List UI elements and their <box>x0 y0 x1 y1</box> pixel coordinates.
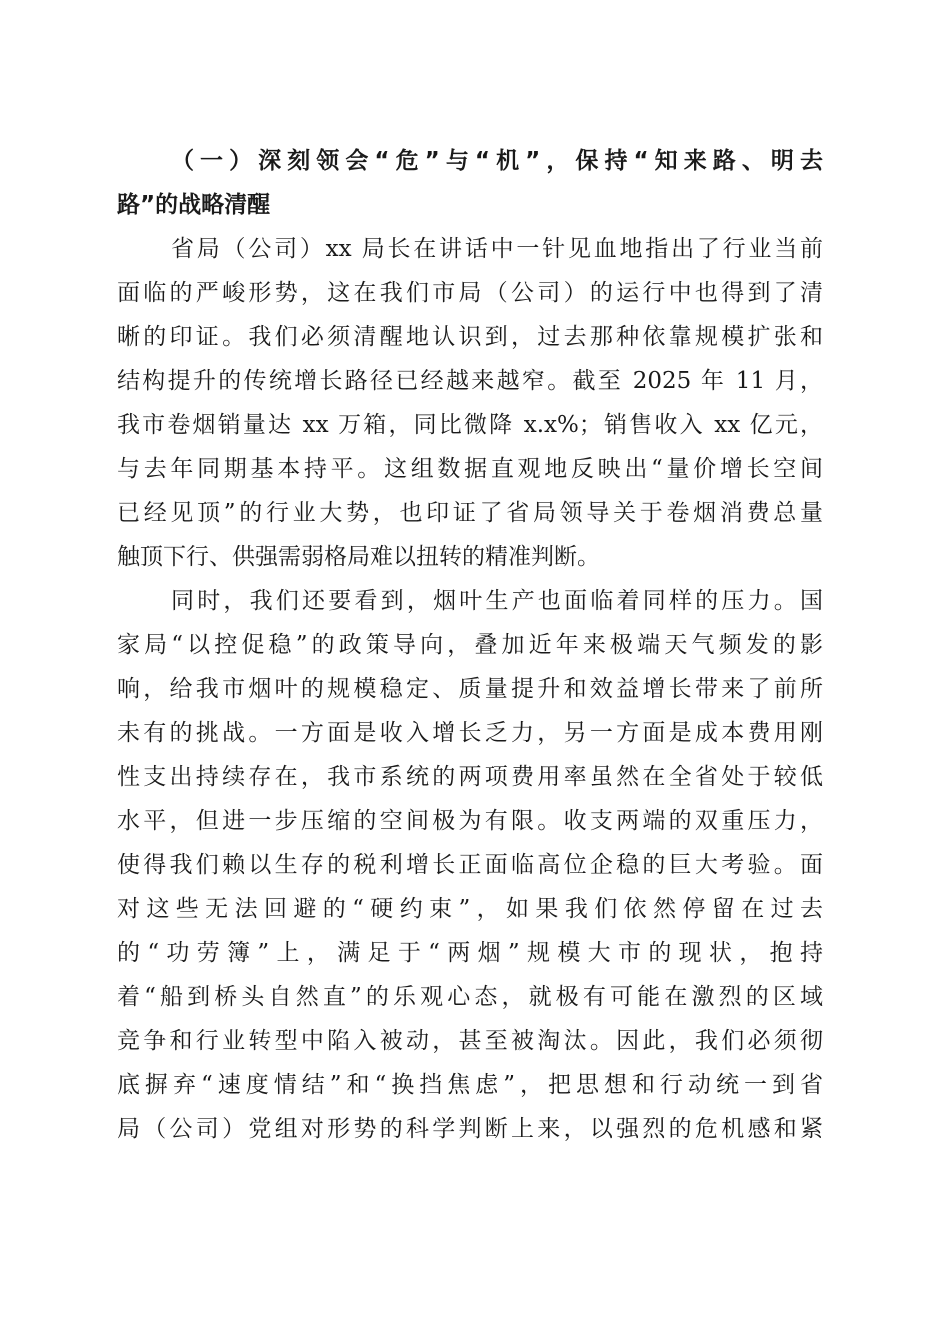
paragraph-line: 与去年同期基本持平。这组数据直观地反映出“量价增长空间 <box>117 456 823 482</box>
paragraph-line: 我市卷烟销量达 xx 万箱，同比微降 x.x%；销售收入 xx 亿元， <box>117 412 823 438</box>
heading-line: 路”的战略清醒 <box>117 192 271 218</box>
paragraph-line: 未有的挑战。一方面是收入增长乏力，另一方面是成本费用刚 <box>117 720 823 746</box>
paragraph-line: 竞争和行业转型中陷入被动，甚至被淘汰。因此，我们必须彻 <box>117 1028 823 1054</box>
paragraph-line: 底摒弃“速度情结”和“换挡焦虑”，把思想和行动统一到省 <box>117 1072 823 1098</box>
paragraph-line: 性支出持续存在，我市系统的两项费用率虽然在全省处于较低 <box>117 764 823 790</box>
document-body <box>117 139 823 1151</box>
paragraph-line: 使得我们赖以生存的税利增长正面临高位企稳的巨大考验。面 <box>117 852 823 878</box>
paragraph-2 <box>117 579 823 1151</box>
paragraph-line: 触顶下行、供强需弱格局难以扭转的精准判断。 <box>117 544 600 570</box>
paragraph-line: 已经见顶”的行业大势，也印证了省局领导关于卷烟消费总量 <box>117 500 823 526</box>
paragraph-1 <box>117 227 823 579</box>
paragraph-line: 同时，我们还要看到，烟叶生产也面临着同样的压力。国 <box>171 588 823 614</box>
paragraph-line: 家局“以控促稳”的政策导向，叠加近年来极端天气频发的影 <box>117 632 823 658</box>
paragraph-line: 结构提升的传统增长路径已经越来越窄。截至 2025 年 11 月， <box>117 368 823 394</box>
paragraph-line: 响，给我市烟叶的规模稳定、质量提升和效益增长带来了前所 <box>117 676 823 702</box>
section-heading <box>117 139 823 227</box>
paragraph-line: 局（公司）党组对形势的科学判断上来，以强烈的危机感和紧 <box>117 1116 823 1142</box>
paragraph-line: 水平，但进一步压缩的空间极为有限。收支两端的双重压力， <box>117 808 823 834</box>
paragraph-line: 省局（公司）xx 局长在讲话中一针见血地指出了行业当前 <box>171 236 823 262</box>
paragraph-line: 的“功劳簿”上，满足于“两烟”规模大市的现状，抱持 <box>117 940 823 966</box>
heading-line: （一）深刻领会“危”与“机”，保持“知来路、明去 <box>171 148 823 174</box>
paragraph-line: 对这些无法回避的“硬约束”，如果我们依然停留在过去 <box>117 896 823 922</box>
paragraph-line: 晰的印证。我们必须清醒地认识到，过去那种依靠规模扩张和 <box>117 324 823 350</box>
paragraph-line: 面临的严峻形势，这在我们市局（公司）的运行中也得到了清 <box>117 280 823 306</box>
paragraph-line: 着“船到桥头自然直”的乐观心态，就极有可能在激烈的区域 <box>117 984 823 1010</box>
